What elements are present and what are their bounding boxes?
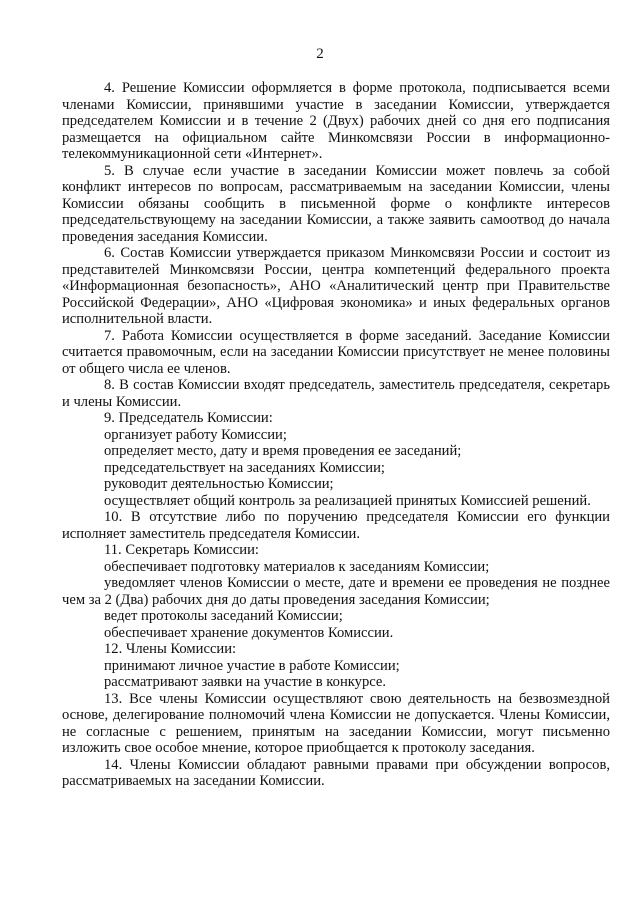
list-item: обеспечивает подготовку материалов к заседаниям Комиссии; — [104, 558, 490, 575]
paragraph-10: 10. В отсутствие либо по поручению председателя Комиссии его функции исполняет заместитель председателя Комиссии. — [62, 509, 610, 542]
paragraph-8: 8. В состав Комиссии входят председатель, заместитель председателя, секретарь и члены Комиссии. — [62, 377, 610, 410]
paragraph-13: 13. Все члены Комиссии осуществляют свою деятельность на безвозмездной основе, делегирование полномочий члена Комиссии не допускается. Члены Комиссии, не согласные с решением, принятым на заседании Комиссии, могут письменно изложить свое особое мнение, которое приобщается к протоколу заседания. — [62, 690, 610, 756]
paragraph-12-heading: 12. Члены Комиссии: — [104, 641, 237, 657]
list-item: уведомляет членов Комиссии о месте, дате и времени ее проведения не позднее чем за 2 (Два) рабочих дня до даты проведения заседания Комиссии; — [62, 575, 610, 608]
list-item: председательствует на заседаниях Комиссии; — [104, 459, 385, 476]
paragraph-5: 5. В случае если участие в заседании Комиссии может повлечь за собой конфликт интересов по вопросам, рассматриваемым на заседании Комиссии, члены Комиссии обязаны сообщить в письменной форме о конфликте интересов председательствующему на заседании Комиссии, а также заявить самоотвод до начала проведения заседания Комиссии. — [62, 162, 610, 245]
list-item: осуществляет общий контроль за реализацией принятых Комиссией решений. — [104, 492, 591, 509]
list-item: организует работу Комиссии; — [104, 426, 287, 443]
list-item: ведет протоколы заседаний Комиссии; — [104, 608, 343, 624]
paragraph-4: 4. Решение Комиссии оформляется в форме протокола, подписывается всеми членами Комиссии, принявшими участие в заседании Комиссии, утверждается председателем Комиссии и в течение 2 (Двух) рабочих дней со дня его подписания размещается на официальном сайте Минкомсвязи России в информационно-телекоммуникационной сети «Интернет». — [62, 80, 610, 162]
paragraph-7: 7. Работа Комиссии осуществляется в форме заседаний. Заседание Комиссии считается правомочным, если на заседании Комиссии присутствует не менее половины от общего числа ее членов. — [62, 327, 610, 377]
list-item: обеспечивает хранение документов Комиссии. — [104, 624, 394, 641]
list-item: принимают личное участие в работе Комиссии; — [104, 657, 400, 674]
paragraph-14: 14. Члены Комиссии обладают равными правами при обсуждении вопросов, рассматриваемых на заседании Комиссии. — [62, 756, 610, 789]
document-body — [62, 80, 610, 790]
page-number: 2 — [316, 46, 324, 62]
paragraph-11-heading: 11. Секретарь Комиссии: — [104, 542, 259, 558]
list-item: определяет место, дату и время проведения ее заседаний; — [104, 443, 462, 459]
list-item: руководит деятельностью Комиссии; — [104, 476, 334, 492]
paragraph-6: 6. Состав Комиссии утверждается приказом Минкомсвязи России и состоит из представителей Минкомсвязи России, центра компетенций федерального проекта «Информационная безопасность», АНО «Аналитический центр при Правительстве Российской Федерации», АНО «Цифровая экономика» и иных федеральных органов исполнительной власти. — [62, 245, 610, 327]
list-item: рассматривают заявки на участие в конкурсе. — [104, 674, 387, 690]
paragraph-9-heading: 9. Председатель Комиссии: — [104, 410, 273, 426]
